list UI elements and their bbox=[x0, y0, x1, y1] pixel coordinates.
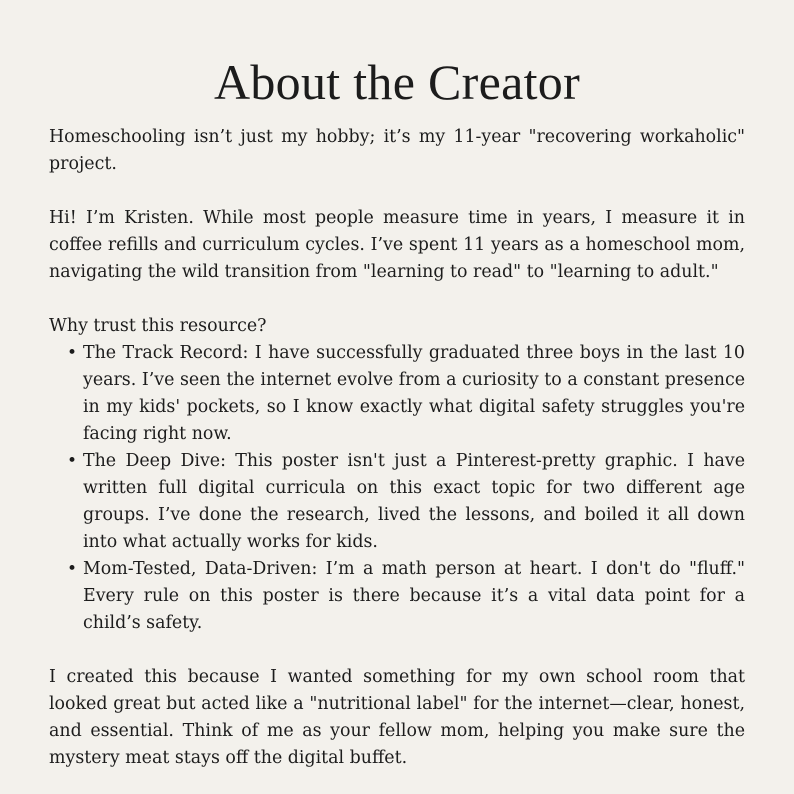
why-trust-heading: Why trust this resource? bbox=[49, 316, 267, 336]
bullet-icon: • bbox=[67, 343, 78, 363]
list-item-text: The Deep Dive: This poster isn't just a Pinterest-pretty graphic. I have written full digital curricula on this exact topic for two different age groups. I’ve done the research, lived the lessons, and boiled it all down into what actually works for kids. bbox=[83, 451, 745, 552]
list-item bbox=[49, 556, 745, 637]
bullet-icon: • bbox=[67, 451, 78, 471]
about-page bbox=[49, 52, 745, 772]
list-item bbox=[49, 340, 745, 448]
intro-paragraph: Homeschooling isn’t just my hobby; it’s my 11-year "recovering workaholic" project. bbox=[49, 127, 745, 174]
list-item-text: The Track Record: I have successfully graduated three boys in the last 10 years. I’ve seen the internet evolve from a curiosity to a constant presence in my kids' pockets, so I know exactly what digital safety struggles you're facing right now. bbox=[83, 343, 745, 444]
bio-paragraph: Hi! I’m Kristen. While most people measure time in years, I measure it in coffee refills and curriculum cycles. I’ve spent 11 years as a homeschool mom, navigating the wild transition from "learning to read" to "learning to adult." bbox=[49, 208, 745, 282]
closing-paragraph: I created this because I wanted something for my own school room that looked great but acted like a "nutritional label" for the internet—clear, honest, and essential. Think of me as your fellow mom, helping you make sure the mystery meat stays off the digital buffet. bbox=[49, 667, 745, 768]
bullet-icon: • bbox=[67, 559, 78, 579]
trust-points-list bbox=[49, 340, 745, 637]
page-title: About the Creator bbox=[213, 54, 581, 110]
list-item bbox=[49, 448, 745, 556]
list-item-text: Mom-Tested, Data-Driven: I’m a math person at heart. I don't do "fluff." Every rule on this poster is there because it’s a vital data point for a child’s safety. bbox=[83, 559, 745, 633]
